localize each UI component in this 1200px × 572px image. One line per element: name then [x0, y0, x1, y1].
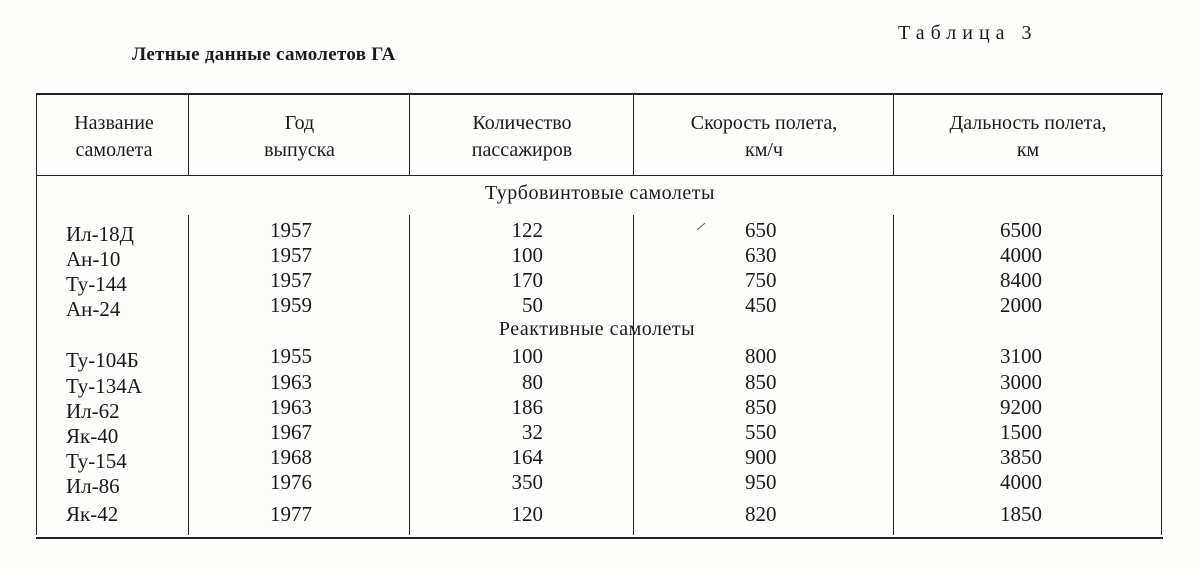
flight-range: 8400	[1000, 268, 1042, 292]
flight-range: 3850	[1000, 445, 1042, 469]
flight-speed: 850	[745, 395, 777, 419]
column-header: Год выпуска	[264, 112, 335, 161]
passenger-count: 100	[511, 243, 543, 267]
flight-range: 1500	[1000, 420, 1042, 444]
passenger-count: 164	[511, 445, 543, 469]
release-year: 1957	[270, 268, 312, 292]
flight-speed: 850	[745, 370, 777, 394]
column-header: Скорость полета, км/ч	[690, 112, 838, 161]
release-year: 1977	[270, 502, 312, 526]
column-divider	[633, 215, 634, 535]
release-year: 1967	[270, 420, 312, 444]
header-divider	[36, 175, 1163, 176]
flight-speed: 450	[745, 293, 777, 317]
release-year: 1955	[270, 344, 312, 368]
flight-speed: 950	[745, 470, 777, 494]
column-divider	[893, 215, 894, 535]
passenger-count: 170	[511, 268, 543, 292]
section-title: Турбовинтовые самолеты	[485, 182, 715, 204]
column-divider	[409, 215, 410, 535]
aircraft-name: Ан-24	[66, 297, 121, 321]
release-year: 1963	[270, 395, 312, 419]
release-year: 1957	[270, 243, 312, 267]
aircraft-name: Ту-144	[66, 272, 127, 296]
column-divider	[893, 93, 894, 175]
aircraft-name: Ил-18Д	[66, 222, 134, 246]
passenger-count: 80	[522, 370, 543, 394]
passenger-count: 186	[511, 395, 543, 419]
flight-range: 2000	[1000, 293, 1042, 317]
passenger-count: 32	[522, 420, 543, 444]
table-title: Летные данные самолетов ГА	[132, 44, 396, 65]
aircraft-name: Ил-86	[66, 474, 120, 498]
column-divider	[188, 93, 189, 175]
passenger-count: 350	[511, 470, 543, 494]
flight-range: 4000	[1000, 243, 1042, 267]
flight-speed: 630	[745, 243, 777, 267]
table-label: Таблица 3	[898, 22, 1038, 44]
flight-speed: 550	[745, 420, 777, 444]
passenger-count: 100	[511, 344, 543, 368]
flight-range: 4000	[1000, 470, 1042, 494]
column-header: Название самолета	[74, 112, 154, 161]
aircraft-name: Ил-62	[66, 399, 120, 423]
column-divider	[633, 93, 634, 175]
aircraft-name: Ту-154	[66, 449, 127, 473]
flight-speed: 820	[745, 502, 777, 526]
table-border-right	[1161, 93, 1162, 535]
flight-speed: 750	[745, 268, 777, 292]
section-title: Реактивные самолеты	[498, 318, 696, 340]
release-year: 1976	[270, 470, 312, 494]
column-divider	[409, 93, 410, 175]
release-year: 1968	[270, 445, 312, 469]
release-year: 1959	[270, 293, 312, 317]
flight-speed: 800	[745, 344, 777, 368]
flight-range: 9200	[1000, 395, 1042, 419]
column-header: Дальность полета, км	[949, 112, 1107, 161]
flight-speed: 650	[745, 218, 777, 242]
release-year: 1957	[270, 218, 312, 242]
aircraft-name: Ту-134А	[66, 374, 142, 398]
passenger-count: 120	[511, 502, 543, 526]
passenger-count: 50	[522, 293, 543, 317]
passenger-count: 122	[511, 218, 543, 242]
flight-speed: 900	[745, 445, 777, 469]
aircraft-name: Ту-104Б	[66, 348, 139, 372]
aircraft-name: Як-42	[66, 502, 119, 526]
column-header: Количество пассажиров	[471, 112, 573, 161]
aircraft-name: Ан-10	[66, 247, 121, 271]
table-border-left	[36, 93, 37, 535]
flight-range: 1850	[1000, 502, 1042, 526]
flight-range: 3000	[1000, 370, 1042, 394]
column-divider	[188, 215, 189, 535]
aircraft-name: Як-40	[66, 424, 119, 448]
flight-range: 6500	[1000, 218, 1042, 242]
release-year: 1963	[270, 370, 312, 394]
flight-range: 3100	[1000, 344, 1042, 368]
